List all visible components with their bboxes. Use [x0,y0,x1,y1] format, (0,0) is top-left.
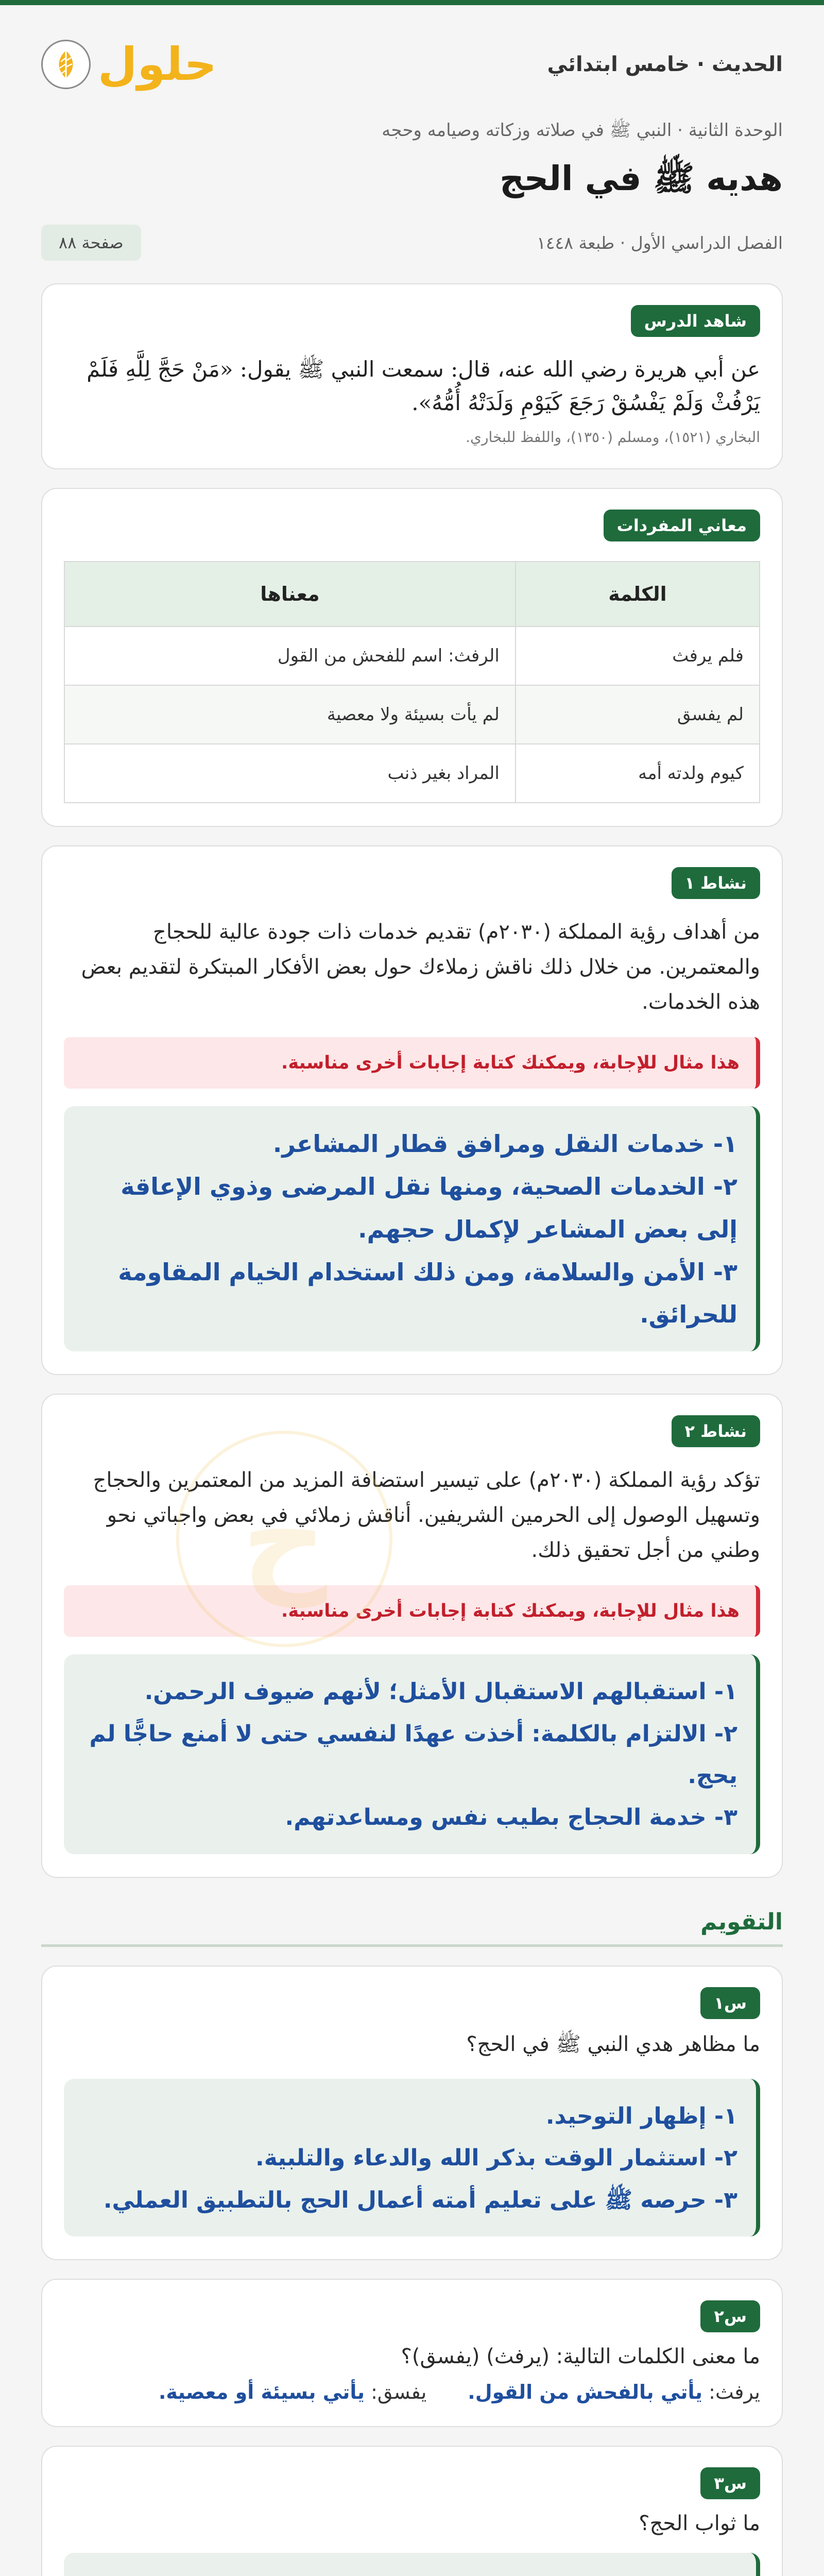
question-3-card [41,2446,783,2576]
question-2-card [41,2279,783,2427]
question-2-text: ما معنى الكلمات التالية: (يرفث) (يفسق)؟ [401,2344,760,2368]
answer-item: ٢- الخدمات الصحية، ومنها نقل المرضى وذوي الإعاقة إلى بعض المشاعر لإكمال حجهم. [121,1172,737,1243]
logo[interactable] [41,40,217,89]
question-3-tag: س٣ [700,2467,760,2499]
activity-2-tag: نشاط ٢ [672,1415,761,1447]
table-row [64,626,760,685]
question-2-tag: س٢ [700,2300,760,2332]
vocab-word: كيوم ولدته أمه [516,744,760,803]
vocab-meaning: الرفث: اسم للفحش من القول [64,626,516,685]
table-row [64,744,760,803]
top-bar [41,5,783,124]
lesson-evidence-card [41,283,783,469]
evaluation-heading: التقويم [41,1901,783,1947]
hadith-source: البخاري (١٥٢١)، ومسلم (١٣٥٠)، واللفظ للبخاري. [466,429,760,446]
question-1-text: ما مظاهر هدي النبي ﷺ في الحج؟ [466,2032,760,2056]
logo-wordmark: حلول [98,38,217,91]
answer-item: ٣- الأمن والسلامة، ومن ذلك استخدام الخيام المقاومة للحرائق. [118,1258,737,1329]
question-1-tag: س١ [700,1987,760,2019]
answer-item: ٣- خدمة الحجاج بطيب نفس ومساعدتهم. [285,1804,737,1831]
answer-item: ٢- الالتزام بالكلمة: أخذت عهدًا لنفسي حتى لا أمنع حاجًّا لم يحج. [89,1720,737,1789]
hadith-text: عن أبي هريرة رضي الله عنه، قال: سمعت النبي ﷺ يقول: «مَنْ حَجَّ لِلَّهِ فَلَمْ يَرْفُثْ وَلَمْ يَفْسُقْ رَجَعَ كَيَوْمِ وَلَدَتْهُ أُمُّهُ». [87,357,760,416]
definition-label: يفسق: [371,2380,427,2403]
watermark-logo-icon: ح [176,1431,392,1647]
question-1-answer-box [64,2079,760,2236]
definition-label: يرفث: [709,2380,760,2403]
activity-1-answer-box [64,1106,760,1351]
vocabulary-tag: معاني المفردات [604,510,760,541]
vocabulary-card [41,488,783,827]
logo-emblem-icon [41,40,91,89]
activity-2-answer-box [64,1654,760,1854]
question-1-card [41,1965,783,2260]
answer-item: ١- خدمات النقل ومرافق قطار المشاعر. [272,1130,737,1158]
subject-breadcrumb: الحديث · خامس ابتدائي [547,53,783,76]
column-header-word: الكلمة [516,562,760,626]
question-3-answer-box [64,2553,760,2576]
page [0,5,824,2576]
meta-row [41,225,783,261]
definition-yarfuth [468,2381,760,2403]
answer-item: ٣- حرصه ﷺ على تعليم أمته أعمال الحج بالتطبيق العملي. [103,2187,737,2213]
vocab-word: لم يفسق [516,685,760,744]
vocab-meaning: المراد بغير ذنب [64,744,516,803]
definitions-row [64,2381,760,2403]
example-answer-note: هذا مثال للإجابة، ويمكنك كتابة إجابات أخرى مناسبة. [64,1585,760,1637]
activity-1-card [41,845,783,1375]
evidence-tag: شاهد الدرس [631,305,760,337]
answer-item: ٢- استثمار الوقت بذكر الله والدعاء والتلبية. [255,2145,737,2172]
example-answer-note: هذا مثال للإجابة، ويمكنك كتابة إجابات أخرى مناسبة. [64,1037,760,1089]
unit-line: الوحدة الثانية · النبي ﷺ في صلاته وزكاته وصيامه وحجه [382,120,783,141]
definition-answer: يأتي بالفحش من القول. [468,2380,703,2403]
lesson-title: هديه ﷺ في الحج [500,159,783,198]
term-edition: الفصل الدراسي الأول · طبعة ١٤٤٨ [537,232,783,253]
activity-2-prompt: تؤكد رؤية المملكة (٢٠٣٠م) على تيسير استضافة المزيد من المعتمرين والحجاج وتسهيل الوصول إلى الحرمين الشريفين. أناقش زملائي في بعض واجباتي نحو وطني من أجل تحقيق ذلك. [93,1468,760,1563]
answer-item: ١- إظهار التوحيد. [545,2103,737,2129]
page-number-badge: صفحة ٨٨ [41,225,141,261]
table-row [64,685,760,744]
vocab-word: فلم يرفث [516,626,760,685]
definition-yafsuq [159,2381,426,2403]
vocabulary-table [64,561,760,803]
definition-answer: يأتي بسيئة أو معصية. [158,2380,365,2403]
activity-2-card [41,1394,783,1878]
activity-1-prompt: من أهداف رؤية المملكة (٢٠٣٠م) تقديم خدمات ذات جودة عالية للحجاج والمعتمرين. من خلال ذلك ناقش زملاءك حول بعض الأفكار المبتكرة لتقديم بعض هذه الخدمات. [81,920,760,1014]
activity-1-tag: نشاط ١ [672,867,761,899]
column-header-meaning: معناها [64,562,516,626]
question-3-text: ما ثواب الحج؟ [639,2511,760,2535]
answer-item: ١- استقبالهم الاستقبال الأمثل؛ لأنهم ضيوف الرحمن. [144,1679,737,1705]
table-header-row [64,562,760,626]
vocab-meaning: لم يأت بسيئة ولا معصية [64,685,516,744]
answer-item [82,2569,737,2576]
